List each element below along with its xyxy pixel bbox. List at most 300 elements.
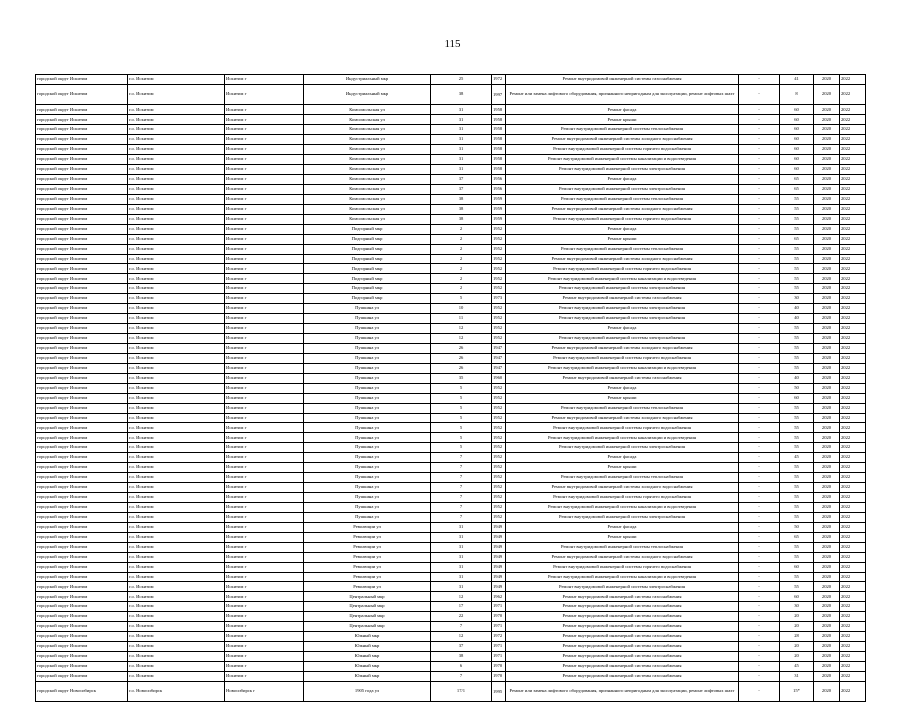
municipal-district-cell: городской округ Искитим <box>36 373 128 383</box>
plan-end-year-cell: 2022 <box>840 194 866 204</box>
commission-year-cell: 1952 <box>492 393 506 403</box>
table-row <box>36 125 866 135</box>
lift-count-cell: - <box>739 542 780 552</box>
house-number-cell: 26 <box>431 363 492 373</box>
plan-start-year-cell: 2020 <box>814 334 840 344</box>
municipal-district-cell: городской округ Искитим <box>36 234 128 244</box>
table-row <box>36 334 866 344</box>
plan-start-year-cell: 2020 <box>814 403 840 413</box>
locality-cell: Искитим г <box>225 244 304 254</box>
street-cell: Пушкина ул <box>304 383 431 393</box>
wear-percent-cell: 55 <box>780 214 814 224</box>
municipal-district-cell: городской округ Новосибирск <box>36 681 128 702</box>
commission-year-cell: 1952 <box>492 304 506 314</box>
locality-cell: Искитим г <box>225 84 304 105</box>
plan-end-year-cell: 2022 <box>840 343 866 353</box>
plan-end-year-cell: 2022 <box>840 145 866 155</box>
street-cell: Южный мкр <box>304 671 431 681</box>
lift-count-cell: - <box>739 483 780 493</box>
settlement-cell: г.о. Искитим <box>128 552 225 562</box>
plan-end-year-cell: 2022 <box>840 532 866 542</box>
work-type-cell: Ремонт внутридомовой инженерной системы горячего водоснабжения <box>506 353 739 363</box>
wear-percent-cell: 55 <box>780 413 814 423</box>
house-number-cell: 5 <box>431 413 492 423</box>
street-cell: Южный мкр <box>304 652 431 662</box>
plan-end-year-cell: 2022 <box>840 592 866 602</box>
plan-end-year-cell: 2022 <box>840 632 866 642</box>
municipal-district-cell: городской округ Искитим <box>36 224 128 234</box>
table-row <box>36 562 866 572</box>
wear-percent-cell: 30 <box>780 294 814 304</box>
table-row <box>36 343 866 353</box>
house-number-cell: 35 <box>431 373 492 383</box>
house-number-cell: 12 <box>431 632 492 642</box>
commission-year-cell: 1947 <box>492 353 506 363</box>
municipal-district-cell: городской округ Искитим <box>36 502 128 512</box>
work-type-cell: Ремонт крыши <box>506 393 739 403</box>
house-number-cell: 2 <box>431 284 492 294</box>
table-row <box>36 493 866 503</box>
street-cell: Пушкина ул <box>304 483 431 493</box>
plan-end-year-cell: 2022 <box>840 661 866 671</box>
house-number-cell: 31 <box>431 582 492 592</box>
municipal-district-cell: городской округ Искитим <box>36 244 128 254</box>
house-number-cell: 38 <box>431 214 492 224</box>
commission-year-cell: 1971 <box>492 622 506 632</box>
plan-end-year-cell: 2022 <box>840 214 866 224</box>
locality-cell: Искитим г <box>225 254 304 264</box>
commission-year-cell: 1952 <box>492 224 506 234</box>
lift-count-cell: - <box>739 175 780 185</box>
municipal-district-cell: городской округ Искитим <box>36 522 128 532</box>
table-row <box>36 105 866 115</box>
work-type-cell: Ремонт фасада <box>506 383 739 393</box>
wear-percent-cell: 55 <box>780 502 814 512</box>
work-type-cell: Ремонт внутридомовой инженерной системы горячего водоснабжения <box>506 264 739 274</box>
table-row <box>36 642 866 652</box>
lift-count-cell: - <box>739 602 780 612</box>
street-cell: Подгорный мкр <box>304 254 431 264</box>
work-type-cell: Ремонт внутридомовой инженерной системы холодного водоснабжения <box>506 413 739 423</box>
settlement-cell: г.о. Искитим <box>128 314 225 324</box>
work-type-cell: Ремонт внутридомовой инженерной системы газоснабжения <box>506 652 739 662</box>
settlement-cell: г.о. Искитим <box>128 234 225 244</box>
house-number-cell: 6 <box>431 661 492 671</box>
municipal-district-cell: городской округ Искитим <box>36 383 128 393</box>
locality-cell: Искитим г <box>225 214 304 224</box>
lift-count-cell: - <box>739 165 780 175</box>
work-type-cell: Ремонт внутридомовой инженерной системы холодного водоснабжения <box>506 483 739 493</box>
house-number-cell: 38 <box>431 84 492 105</box>
lift-count-cell: - <box>739 373 780 383</box>
lift-count-cell: - <box>739 592 780 602</box>
table-row <box>36 324 866 334</box>
lift-count-cell: - <box>739 363 780 373</box>
wear-percent-cell: 20 <box>780 612 814 622</box>
settlement-cell: г.о. Искитим <box>128 443 225 453</box>
plan-start-year-cell: 2020 <box>814 393 840 403</box>
settlement-cell: г.о. Искитим <box>128 393 225 403</box>
locality-cell: Искитим г <box>225 582 304 592</box>
lift-count-cell: - <box>739 194 780 204</box>
municipal-district-cell: городской округ Искитим <box>36 184 128 194</box>
street-cell: Пушкина ул <box>304 453 431 463</box>
settlement-cell: г.о. Искитим <box>128 582 225 592</box>
lift-count-cell: - <box>739 234 780 244</box>
plan-end-year-cell: 2022 <box>840 204 866 214</box>
street-cell: Революции ул <box>304 532 431 542</box>
house-number-cell: 31 <box>431 522 492 532</box>
lift-count-cell: - <box>739 582 780 592</box>
street-cell: Подгорный мкр <box>304 224 431 234</box>
table-row <box>36 572 866 582</box>
locality-cell: Искитим г <box>225 115 304 125</box>
house-number-cell: 31 <box>431 145 492 155</box>
house-number-cell: 31 <box>431 135 492 145</box>
work-type-cell: Ремонт крыши <box>506 234 739 244</box>
plan-start-year-cell: 2020 <box>814 443 840 453</box>
wear-percent-cell: 55 <box>780 463 814 473</box>
lift-count-cell: - <box>739 304 780 314</box>
work-type-cell: Ремонт внутридомовой инженерной системы канализации и водоотведения <box>506 363 739 373</box>
house-number-cell: 31 <box>431 572 492 582</box>
commission-year-cell: 1962 <box>492 592 506 602</box>
plan-start-year-cell: 2020 <box>814 224 840 234</box>
municipal-district-cell: городской округ Искитим <box>36 353 128 363</box>
lift-count-cell: - <box>739 493 780 503</box>
table-row <box>36 373 866 383</box>
plan-start-year-cell: 2020 <box>814 343 840 353</box>
street-cell: Подгорный мкр <box>304 264 431 274</box>
house-number-cell: 2 <box>431 274 492 284</box>
commission-year-cell: 1995 <box>492 681 506 702</box>
locality-cell: Искитим г <box>225 671 304 681</box>
street-cell: Пушкина ул <box>304 502 431 512</box>
settlement-cell: г.о. Искитим <box>128 264 225 274</box>
plan-end-year-cell: 2022 <box>840 334 866 344</box>
commission-year-cell: 1958 <box>492 115 506 125</box>
lift-count-cell: - <box>739 413 780 423</box>
locality-cell: Искитим г <box>225 522 304 532</box>
house-number-cell: 31 <box>431 115 492 125</box>
plan-end-year-cell: 2022 <box>840 671 866 681</box>
wear-percent-cell: 60 <box>780 562 814 572</box>
commission-year-cell: 1952 <box>492 433 506 443</box>
wear-percent-cell: 40 <box>780 304 814 314</box>
settlement-cell: г.о. Искитим <box>128 294 225 304</box>
table-row <box>36 304 866 314</box>
plan-end-year-cell: 2022 <box>840 483 866 493</box>
settlement-cell: г.о. Искитим <box>128 632 225 642</box>
commission-year-cell: 1952 <box>492 264 506 274</box>
work-type-cell: Ремонт внутридомовой инженерной системы газоснабжения <box>506 602 739 612</box>
commission-year-cell: 1956 <box>492 175 506 185</box>
plan-end-year-cell: 2022 <box>840 552 866 562</box>
commission-year-cell: 1952 <box>492 314 506 324</box>
municipal-district-cell: городской округ Искитим <box>36 294 128 304</box>
plan-end-year-cell: 2022 <box>840 294 866 304</box>
plan-end-year-cell: 2022 <box>840 522 866 532</box>
table-row <box>36 463 866 473</box>
wear-percent-cell: 55 <box>780 473 814 483</box>
plan-start-year-cell: 2020 <box>814 105 840 115</box>
lift-count-cell: - <box>739 105 780 115</box>
locality-cell: Искитим г <box>225 592 304 602</box>
municipal-district-cell: городской округ Искитим <box>36 304 128 314</box>
lift-count-cell: - <box>739 84 780 105</box>
municipal-district-cell: городской округ Искитим <box>36 542 128 552</box>
street-cell: Революции ул <box>304 572 431 582</box>
settlement-cell: г.о. Искитим <box>128 204 225 214</box>
locality-cell: Искитим г <box>225 284 304 294</box>
street-cell: Революции ул <box>304 562 431 572</box>
lift-count-cell: - <box>739 284 780 294</box>
lift-count-cell: - <box>739 214 780 224</box>
commission-year-cell: 1971 <box>492 652 506 662</box>
plan-start-year-cell: 2020 <box>814 184 840 194</box>
wear-percent-cell: 45 <box>780 661 814 671</box>
lift-count-cell: - <box>739 612 780 622</box>
work-type-cell: Ремонт внутридомовой инженерной системы теплоснабжения <box>506 473 739 483</box>
wear-percent-cell: 55 <box>780 363 814 373</box>
municipal-district-cell: городской округ Искитим <box>36 84 128 105</box>
wear-percent-cell: 40 <box>780 314 814 324</box>
wear-percent-cell: 50 <box>780 383 814 393</box>
street-cell: Пушкина ул <box>304 324 431 334</box>
house-number-cell: 38 <box>431 194 492 204</box>
table-row <box>36 224 866 234</box>
locality-cell: Искитим г <box>225 264 304 274</box>
wear-percent-cell: 55 <box>780 353 814 363</box>
street-cell: Южный мкр <box>304 642 431 652</box>
plan-start-year-cell: 2020 <box>814 75 840 85</box>
plan-start-year-cell: 2020 <box>814 84 840 105</box>
table-row <box>36 661 866 671</box>
plan-start-year-cell: 2020 <box>814 264 840 274</box>
work-type-cell: Ремонт внутридомовой инженерной системы газоснабжения <box>506 622 739 632</box>
table-row <box>36 175 866 185</box>
table-row <box>36 204 866 214</box>
lift-count-cell: - <box>739 145 780 155</box>
plan-end-year-cell: 2022 <box>840 244 866 254</box>
street-cell: Пушкина ул <box>304 423 431 433</box>
commission-year-cell: 1958 <box>492 125 506 135</box>
table-row <box>36 671 866 681</box>
plan-start-year-cell: 2020 <box>814 602 840 612</box>
municipal-district-cell: городской округ Искитим <box>36 284 128 294</box>
lift-count-cell: - <box>739 274 780 284</box>
plan-end-year-cell: 2022 <box>840 75 866 85</box>
plan-end-year-cell: 2022 <box>840 443 866 453</box>
lift-count-cell: - <box>739 125 780 135</box>
street-cell: Комсомольская ул <box>304 145 431 155</box>
wear-percent-cell: 55 <box>780 343 814 353</box>
municipal-district-cell: городской округ Искитим <box>36 125 128 135</box>
street-cell: Революции ул <box>304 542 431 552</box>
work-type-cell: Ремонт внутридомовой инженерной системы теплоснабжения <box>506 125 739 135</box>
work-type-cell: Ремонт внутридомовой инженерной системы теплоснабжения <box>506 194 739 204</box>
commission-year-cell: 1971 <box>492 642 506 652</box>
plan-start-year-cell: 2020 <box>814 204 840 214</box>
settlement-cell: г.о. Искитим <box>128 214 225 224</box>
municipal-district-cell: городской округ Искитим <box>36 264 128 274</box>
municipal-district-cell: городской округ Искитим <box>36 582 128 592</box>
work-type-cell: Ремонт фасада <box>506 224 739 234</box>
lift-count-cell: - <box>739 642 780 652</box>
table-row <box>36 522 866 532</box>
work-type-cell: Ремонт крыши <box>506 532 739 542</box>
municipal-district-cell: городской округ Искитим <box>36 483 128 493</box>
locality-cell: Искитим г <box>225 612 304 622</box>
work-type-cell: Ремонт внутридомовой инженерной системы холодного водоснабжения <box>506 135 739 145</box>
locality-cell: Искитим г <box>225 622 304 632</box>
settlement-cell: г.о. Искитим <box>128 473 225 483</box>
table-row <box>36 244 866 254</box>
street-cell: Комсомольская ул <box>304 165 431 175</box>
locality-cell: Искитим г <box>225 423 304 433</box>
plan-end-year-cell: 2022 <box>840 622 866 632</box>
table-row <box>36 612 866 622</box>
wear-percent-cell: 55 <box>780 244 814 254</box>
wear-percent-cell: 20 <box>780 652 814 662</box>
commission-year-cell: 1952 <box>492 453 506 463</box>
plan-end-year-cell: 2022 <box>840 135 866 145</box>
locality-cell: Искитим г <box>225 184 304 194</box>
work-type-cell: Ремонт крыши <box>506 115 739 125</box>
lift-count-cell: - <box>739 115 780 125</box>
table-row <box>36 622 866 632</box>
table-row <box>36 512 866 522</box>
settlement-cell: г.о. Искитим <box>128 512 225 522</box>
plan-end-year-cell: 2022 <box>840 572 866 582</box>
plan-start-year-cell: 2020 <box>814 254 840 264</box>
lift-count-cell: - <box>739 353 780 363</box>
plan-start-year-cell: 2020 <box>814 493 840 503</box>
plan-end-year-cell: 2022 <box>840 652 866 662</box>
plan-end-year-cell: 2022 <box>840 473 866 483</box>
commission-year-cell: 1952 <box>492 234 506 244</box>
wear-percent-cell: 55 <box>780 403 814 413</box>
commission-year-cell: 1952 <box>492 512 506 522</box>
house-number-cell: 5 <box>431 383 492 393</box>
table-row <box>36 632 866 642</box>
street-cell: Пушкина ул <box>304 443 431 453</box>
municipal-district-cell: городской округ Искитим <box>36 254 128 264</box>
plan-start-year-cell: 2020 <box>814 115 840 125</box>
wear-percent-cell: 30 <box>780 602 814 612</box>
work-type-cell: Ремонт внутридомовой инженерной системы теплоснабжения <box>506 542 739 552</box>
wear-percent-cell: 55 <box>780 274 814 284</box>
plan-start-year-cell: 2020 <box>814 373 840 383</box>
municipal-district-cell: городской округ Искитим <box>36 642 128 652</box>
work-type-cell: Ремонт внутридомовой инженерной системы канализации и водоотведения <box>506 433 739 443</box>
municipal-district-cell: городской округ Искитим <box>36 413 128 423</box>
locality-cell: Искитим г <box>225 502 304 512</box>
table-row <box>36 284 866 294</box>
lift-count-cell: - <box>739 502 780 512</box>
plan-start-year-cell: 2020 <box>814 572 840 582</box>
locality-cell: Искитим г <box>225 314 304 324</box>
wear-percent-cell: 60 <box>780 135 814 145</box>
settlement-cell: г.о. Искитим <box>128 115 225 125</box>
plan-end-year-cell: 2022 <box>840 184 866 194</box>
lift-count-cell: - <box>739 264 780 274</box>
wear-percent-cell: 60 <box>780 115 814 125</box>
wear-percent-cell: 50 <box>780 522 814 532</box>
settlement-cell: г.о. Искитим <box>128 592 225 602</box>
plan-end-year-cell: 2022 <box>840 383 866 393</box>
plan-end-year-cell: 2022 <box>840 155 866 165</box>
street-cell: Пушкина ул <box>304 363 431 373</box>
settlement-cell: г.о. Искитим <box>128 502 225 512</box>
commission-year-cell: 1958 <box>492 145 506 155</box>
settlement-cell: г.о. Искитим <box>128 602 225 612</box>
wear-percent-cell: 31 <box>780 671 814 681</box>
work-type-cell: Ремонт внутридомовой инженерной системы газоснабжения <box>506 592 739 602</box>
settlement-cell: г.о. Искитим <box>128 75 225 85</box>
house-number-cell: 38 <box>431 652 492 662</box>
table-row <box>36 115 866 125</box>
plan-end-year-cell: 2022 <box>840 314 866 324</box>
house-number-cell: 7 <box>431 473 492 483</box>
plan-end-year-cell: 2022 <box>840 353 866 363</box>
plan-end-year-cell: 2022 <box>840 324 866 334</box>
plan-end-year-cell: 2022 <box>840 304 866 314</box>
street-cell: Комсомольская ул <box>304 135 431 145</box>
commission-year-cell: 1958 <box>492 165 506 175</box>
street-cell: Комсомольская ул <box>304 115 431 125</box>
table-row <box>36 453 866 463</box>
settlement-cell: г.о. Искитим <box>128 373 225 383</box>
plan-start-year-cell: 2020 <box>814 304 840 314</box>
municipal-district-cell: городской округ Искитим <box>36 194 128 204</box>
plan-start-year-cell: 2020 <box>814 234 840 244</box>
plan-start-year-cell: 2020 <box>814 622 840 632</box>
plan-end-year-cell: 2022 <box>840 642 866 652</box>
table-row <box>36 194 866 204</box>
plan-start-year-cell: 2020 <box>814 175 840 185</box>
work-type-cell: Ремонт фасада <box>506 105 739 115</box>
work-type-cell: Ремонт внутридомовой инженерной системы газоснабжения <box>506 75 739 85</box>
wear-percent-cell: 65 <box>780 532 814 542</box>
work-type-cell: Ремонт внутридомовой инженерной системы электроснабжения <box>506 304 739 314</box>
table-row <box>36 314 866 324</box>
commission-year-cell: 1956 <box>492 184 506 194</box>
settlement-cell: г.о. Искитим <box>128 493 225 503</box>
locality-cell: Искитим г <box>225 453 304 463</box>
plan-start-year-cell: 2020 <box>814 155 840 165</box>
settlement-cell: г.о. Искитим <box>128 383 225 393</box>
locality-cell: Искитим г <box>225 542 304 552</box>
house-number-cell: 31 <box>431 552 492 562</box>
commission-year-cell: 1973 <box>492 294 506 304</box>
settlement-cell: г.о. Искитим <box>128 105 225 115</box>
table-row <box>36 274 866 284</box>
plan-end-year-cell: 2022 <box>840 681 866 702</box>
plan-start-year-cell: 2020 <box>814 324 840 334</box>
lift-count-cell: - <box>739 294 780 304</box>
work-type-cell: Ремонт внутридомовой инженерной системы газоснабжения <box>506 671 739 681</box>
house-number-cell: 7 <box>431 493 492 503</box>
plan-end-year-cell: 2022 <box>840 602 866 612</box>
wear-percent-cell: 60 <box>780 105 814 115</box>
lift-count-cell: - <box>739 572 780 582</box>
plan-start-year-cell: 2020 <box>814 125 840 135</box>
plan-start-year-cell: 2020 <box>814 284 840 294</box>
settlement-cell: г.о. Искитим <box>128 244 225 254</box>
locality-cell: Искитим г <box>225 443 304 453</box>
table-row <box>36 214 866 224</box>
